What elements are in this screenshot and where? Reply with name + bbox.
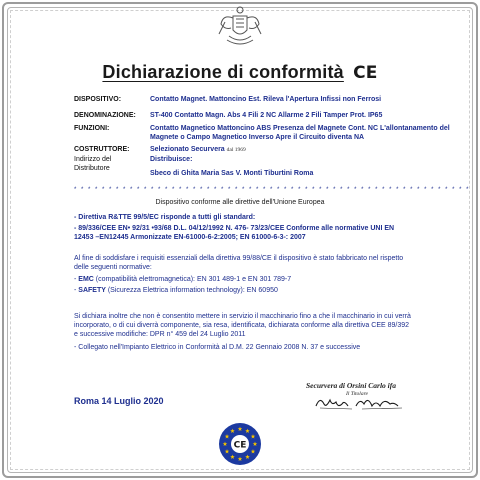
standard-safety: - SAFETY (Sicurezza Elettrica information technology): EN 60950 xyxy=(74,287,278,294)
compliance-intro: Al fine di soddisfare i requisiti essenziali della direttiva 99/88/CE il dispositivo è stato fabbricato nel rispetto delle seguenti normative: xyxy=(74,255,404,271)
standard-name: SAFETY xyxy=(78,287,106,294)
distributor-value: Sbeco di Ghita Maria Sas V. Monti Tiburtini Roma xyxy=(150,170,314,177)
ce-mark: CE xyxy=(353,63,378,83)
signature-icon xyxy=(312,392,408,412)
holder-title: Il Titolare xyxy=(346,391,368,397)
field-label: COSTRUTTORE: xyxy=(74,146,130,153)
standard-text: (Sicurezza Elettrica information technology): EN 60950 xyxy=(105,287,278,294)
declaration-text: Si dichiara inoltre che non è consentito mettere in servizio il macchinario fino a che il macchinario in cui verrà incorporato, o di cui diverrà componente, sia resa, identificata, dichiarata conforme alla direttiva CEE 89/392 e successive modifiche: DPR n° 459 del 24 Luglio 2011 xyxy=(74,313,411,338)
rtte-line: - Direttiva R&TTE 99/5/EC risponde a tutti gli standard: xyxy=(74,214,256,221)
eu-heading: Dispositivo conforme alle direttive dell'Unione Europea xyxy=(155,199,325,206)
rtte-detail: - 89/336/CEE EN• 92/31 •93/68 D.L. 04/12/1992 N. 476- 73/23/CEE Conforme alle normative UNI EN 12453 –EN12445 Armonizzate EN-61000-6-2:2005; EN 61000-6-3-: 2007 xyxy=(74,225,395,241)
distributor-heading: Distribuisce: xyxy=(150,156,193,163)
document-title xyxy=(0,62,480,83)
field-label: DISPOSITIVO: xyxy=(74,96,122,103)
eu-stars-icon xyxy=(218,422,262,466)
company-name: Securvera di Orsini Carlo ifa xyxy=(306,381,397,390)
standard-emc: - EMC (compatibilità elettromagnetica): EN 301 489-1 e EN 301 789-7 xyxy=(74,276,292,283)
declaration-text-2: - Collegato nell'Impianto Elettrico in Conformità al D.M. 22 Gennaio 2008 N. 37 e successive xyxy=(74,344,361,351)
field-value: Contatto Magnetico Mattoncino ABS Presenza del Magnete Cont. NC L'allontanamento del Magnete o Campo Magnetico Inverso Apre il Circuito diventa NA xyxy=(150,125,450,141)
field-label: FUNZIONI: xyxy=(74,125,110,132)
eu-seal-label: CE xyxy=(233,440,247,451)
standard-text: (compatibilità elettromagnetica): EN 301 489-1 e EN 301 789-7 xyxy=(93,276,292,283)
field-value: Contatto Magnet. Mattoncino Est. Rileva l'Apertura Infissi non Ferrosi xyxy=(150,96,382,103)
signing-date: Roma 14 Luglio 2020 xyxy=(74,396,164,406)
manufacturer-since: dal 1969 xyxy=(226,147,246,153)
distributor-label: Indirizzo del Distributore xyxy=(74,156,112,172)
star-divider: * * * * * * * * * * * * * * * * * * * * * * * * * * * * * * * * * * * * * * * * * * * * * * * * * * * * * * * * * xyxy=(74,187,470,193)
field-label: DENOMINAZIONE: xyxy=(74,112,136,119)
manufacturer-name: Selezionato Securvera xyxy=(150,146,225,153)
field-value: ST-400 Contatto Magn. Abs 4 Fili 2 NC Allarme 2 Fili Tamper Prot. IP65 xyxy=(150,112,383,119)
field-value xyxy=(150,145,480,155)
coat-of-arms-icon xyxy=(215,4,265,50)
title-text: Dichiarazione di conformità xyxy=(102,62,344,82)
standard-name: EMC xyxy=(78,276,94,283)
